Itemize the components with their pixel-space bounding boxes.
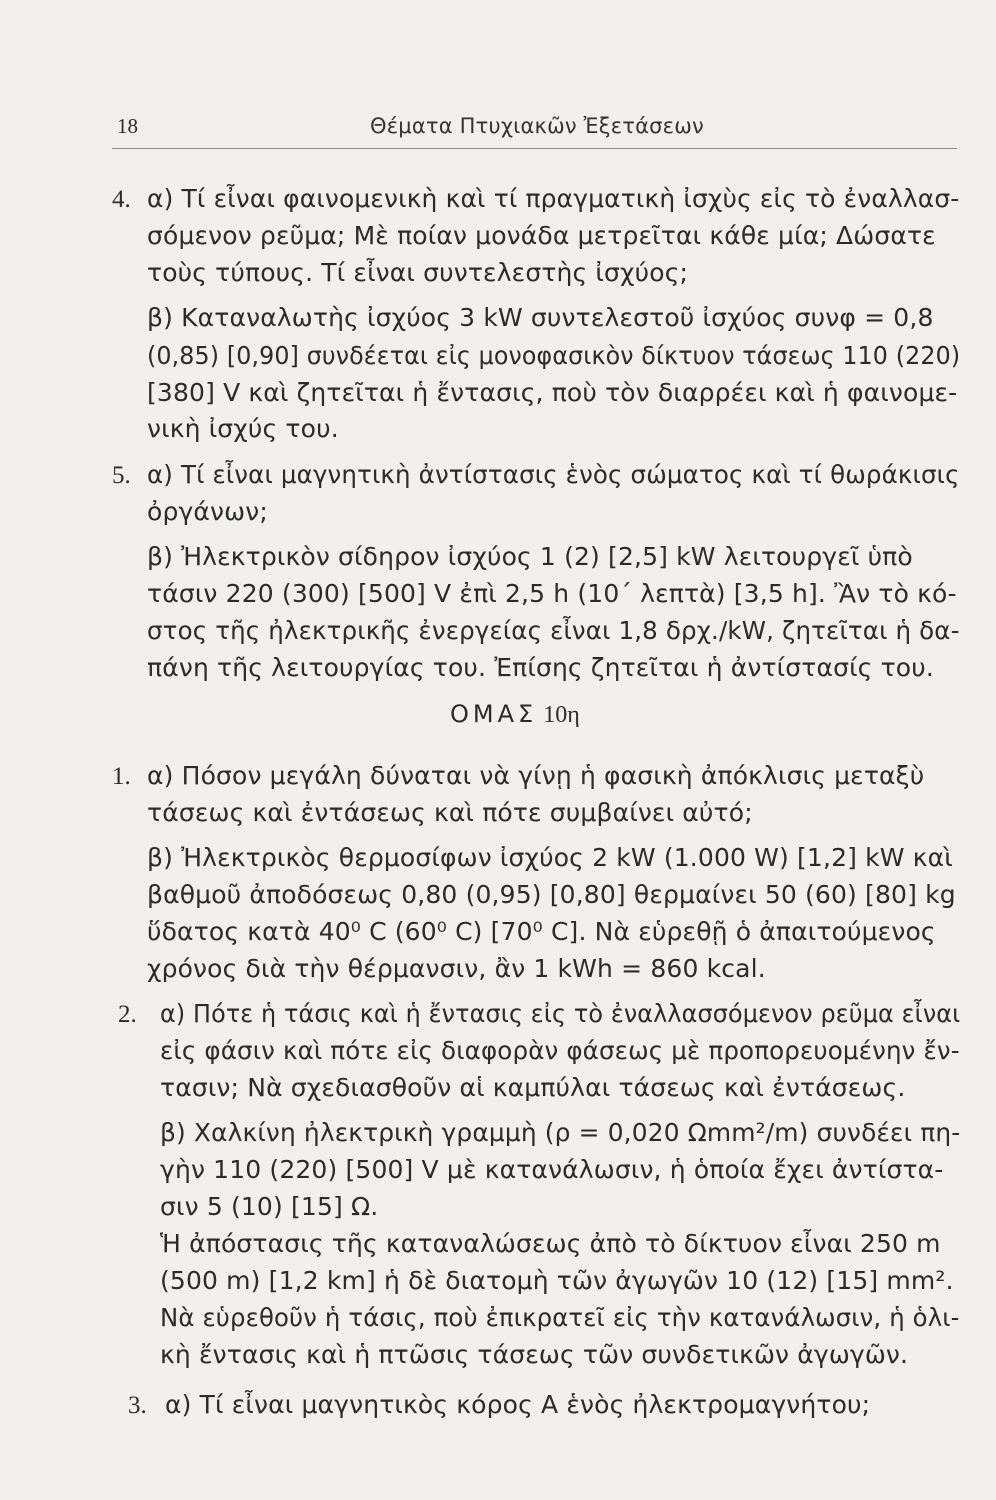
text-line: (0,85) [0,90] συνδέεται εἰς μονοφασικὸν δίκτυον τάσεως 110 (220) [147, 341, 961, 370]
text-line: β) Ἠλεκτρικὸς θερμοσίφων ἰσχύος 2 kW (1.000 W) [1,2] kW καὶ [147, 843, 953, 872]
text-line: τασιν; Νὰ σχεδιασθοῦν αἱ καμπύλαι τάσεως καὶ ἐντάσεως. [160, 1073, 906, 1102]
text-line: α) Πόσον μεγάλη δύναται νὰ γίνῃ ἡ φασικὴ ἀπόκλισις μεταξὺ [147, 761, 925, 790]
page-header [112, 108, 957, 149]
text-line: α) Τί εἶναι φαινομενικὴ καὶ τί πραγματικὴ ἰσχὺς εἰς τὸ ἐναλλασ- [147, 184, 960, 213]
question-number: 4. [112, 186, 131, 213]
text-line: πάνη τῆς λειτουργίας του. Ἐπίσης ζητεῖται ἡ ἀντίστασίς του. [147, 653, 934, 682]
text-line: κὴ ἔντασις καὶ ἡ πτῶσις τάσεως τῶν συνδετικῶν ἀγωγῶν. [160, 1340, 909, 1369]
text-line: εἰς φάσιν καὶ πότε εἰς διαφορὰν φάσεως μὲ προπορευομένην ἔν- [160, 1036, 960, 1065]
text-line: γὴν 110 (220) [500] V μὲ κατανάλωσιν, ἡ ὁποία ἔχει ἀντίστα- [160, 1155, 944, 1184]
question-number: 5. [112, 462, 131, 489]
text-line: βαθμοῦ ἀποδόσεως 0,80 (0,95) [0,80] θερμαίνει 50 (60) [80] kg [147, 880, 956, 909]
text-line: α) Τί εἶναι μαγνητικὴ ἀντίστασις ἑνὸς σώματος καὶ τί θωράκισις [147, 460, 960, 489]
text-line: σόμενον ρεῦμα; Μὲ ποίαν μονάδα μετρεῖται κάθε μία; Δώσατε [147, 221, 936, 250]
text-line: σιν 5 (10) [15] Ω. [160, 1192, 379, 1221]
text-line: α) Πότε ἡ τάσις καὶ ἡ ἔντασις εἰς τὸ ἐναλλασσόμενον ρεῦμα εἶναι [160, 999, 961, 1028]
text-line: τάσιν 220 (300) [500] V ἐπὶ 2,5 h (10΄ λεπτὰ) [3,5 h]. Ἂν τὸ κό- [147, 579, 957, 608]
text-line: τάσεως καὶ ἐντάσεως καὶ πότε συμβαίνει αὐτό; [147, 798, 753, 827]
running-title: Θέματα Πτυχιακῶν Ἐξετάσεων [370, 114, 704, 138]
text-line: τοὺς τύπους. Τί εἶναι συντελεστὴς ἰσχύος; [147, 258, 689, 287]
text-line: β) Καταναλωτὴς ἰσχύος 3 kW συντελεστοῦ ἰσχύος συνφ = 0,8 [147, 303, 934, 332]
group-heading [450, 700, 580, 729]
text-line: ὕδατος κατὰ 40⁰ C (60⁰ C) [70⁰ C]. Νὰ εὑρεθῇ ὁ ἀπαιτούμενος [147, 917, 936, 946]
text-line: (500 m) [1,2 km] ἡ δὲ διατομὴ τῶν ἀγωγῶν 10 (12) [15] mm². [160, 1266, 954, 1295]
text-line: Νὰ εὑρεθοῦν ἡ τάσις, ποὺ ἐπικρατεῖ εἰς τὴν κατανάλωσιν, ἡ ὁλι- [160, 1303, 960, 1332]
question-number: 2. [118, 1001, 137, 1028]
text-line: χρόνος διὰ τὴν θέρμανσιν, ἂν 1 kWh = 860 kcal. [147, 954, 766, 983]
text-line: β) Ἠλεκτρικὸν σίδηρον ἰσχύος 1 (2) [2,5] kW λειτουργεῖ ὑπὸ [147, 542, 913, 571]
text-line: Ἡ ἀπόστασις τῆς καταναλώσεως ἀπὸ τὸ δίκτυον εἶναι 250 m [160, 1229, 941, 1258]
question-number: 1. [112, 763, 131, 790]
text-line: [380] V καὶ ζητεῖται ἡ ἔντασις, ποὺ τὸν διαρρέει καὶ ἡ φαινομε- [147, 378, 958, 407]
text-line: β) Χαλκίνη ἠλεκτρικὴ γραμμὴ (ρ = 0,020 Ωmm²/m) συνδέει πη- [160, 1118, 961, 1147]
group-number: 10η [543, 702, 580, 728]
text-line: α) Τί εἶναι μαγνητικὸς κόρος A ἑνὸς ἠλεκτρομαγνήτου; [165, 1390, 871, 1419]
text-line: ὀργάνων; [147, 497, 268, 526]
question-number: 3. [128, 1392, 147, 1419]
page-number: 18 [117, 114, 138, 138]
text-line: στος τῆς ἠλεκτρικῆς ἐνεργείας εἶναι 1,8 δρχ./kW, ζητεῖται ἡ δα- [147, 616, 960, 645]
group-label: ΟΜΑΣ [450, 700, 538, 728]
text-line: νικὴ ἰσχύς του. [147, 414, 339, 443]
